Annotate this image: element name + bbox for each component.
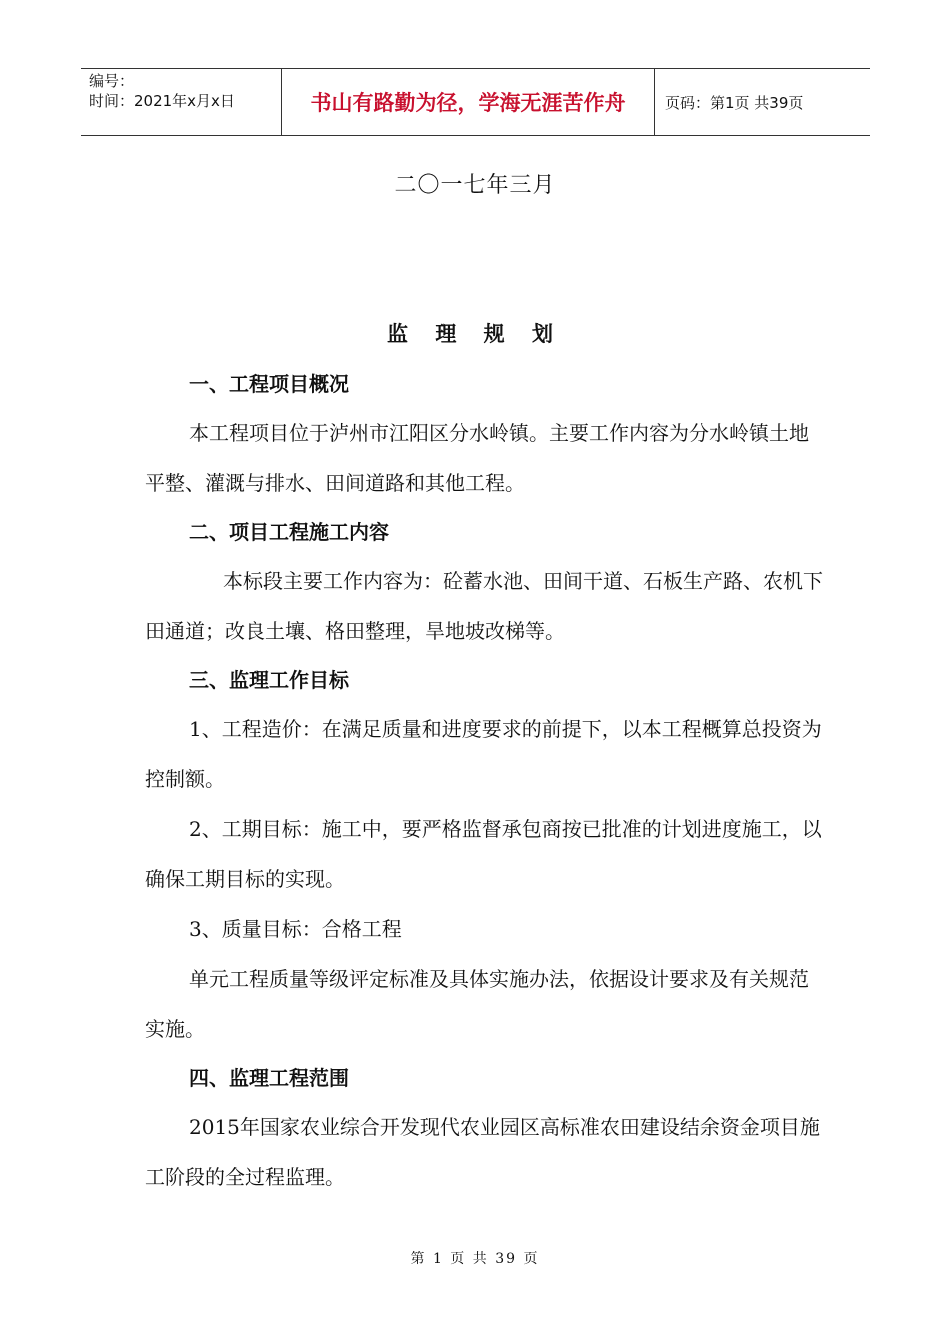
section-paragraph: 本标段主要工作内容为：砼蓄水池、田间干道、石板生产路、农机下田通道；改良土壤、格田整理，旱地坡改梯等。 <box>145 569 823 643</box>
section-paragraph: 本工程项目位于泸州市江阳区分水岭镇。主要工作内容为分水岭镇土地平整、灌溉与排水、田间道路和其他工程。 <box>145 421 809 495</box>
page-footer: 第 1 页 共 39 页 <box>410 1251 540 1267</box>
section-paragraph: 2015年国家农业综合开发现代农业园区高标准农田建设结余资金项目施工阶段的全过程监理。 <box>145 1115 820 1189</box>
section-paragraph: 3、质量目标：合格工程 <box>189 917 402 941</box>
header-page-info: 页码：第1页 共39页 <box>665 93 804 112</box>
time-label: 时间：2021年x月x日 <box>89 92 235 110</box>
page-header <box>81 68 870 136</box>
section-paragraph: 单元工程质量等级评定标准及具体实施办法，依据设计要求及有关规范实施。 <box>145 967 809 1041</box>
section-paragraph: 1、工程造价：在满足质量和进度要求的前提下，以本工程概算总投资为控制额。 <box>145 717 822 791</box>
document-date: 二〇一七年三月 <box>394 173 556 198</box>
section-paragraph: 2、工期目标：施工中，要严格监督承包商按已批准的计划进度施工，以确保工期目标的实现。 <box>145 817 822 891</box>
header-motto: 书山有路勤为径，学海无涯苦作舟 <box>282 69 655 135</box>
number-label: 编号： <box>89 72 135 90</box>
section-heading: 一、工程项目概况 <box>189 372 349 396</box>
section-heading: 四、监理工程范围 <box>189 1066 349 1090</box>
document-title: 监 理 规 划 <box>387 322 563 346</box>
header-meta <box>81 69 282 135</box>
document-body <box>145 360 825 1202</box>
section-heading: 三、监理工作目标 <box>189 668 349 692</box>
section-heading: 二、项目工程施工内容 <box>189 520 389 544</box>
